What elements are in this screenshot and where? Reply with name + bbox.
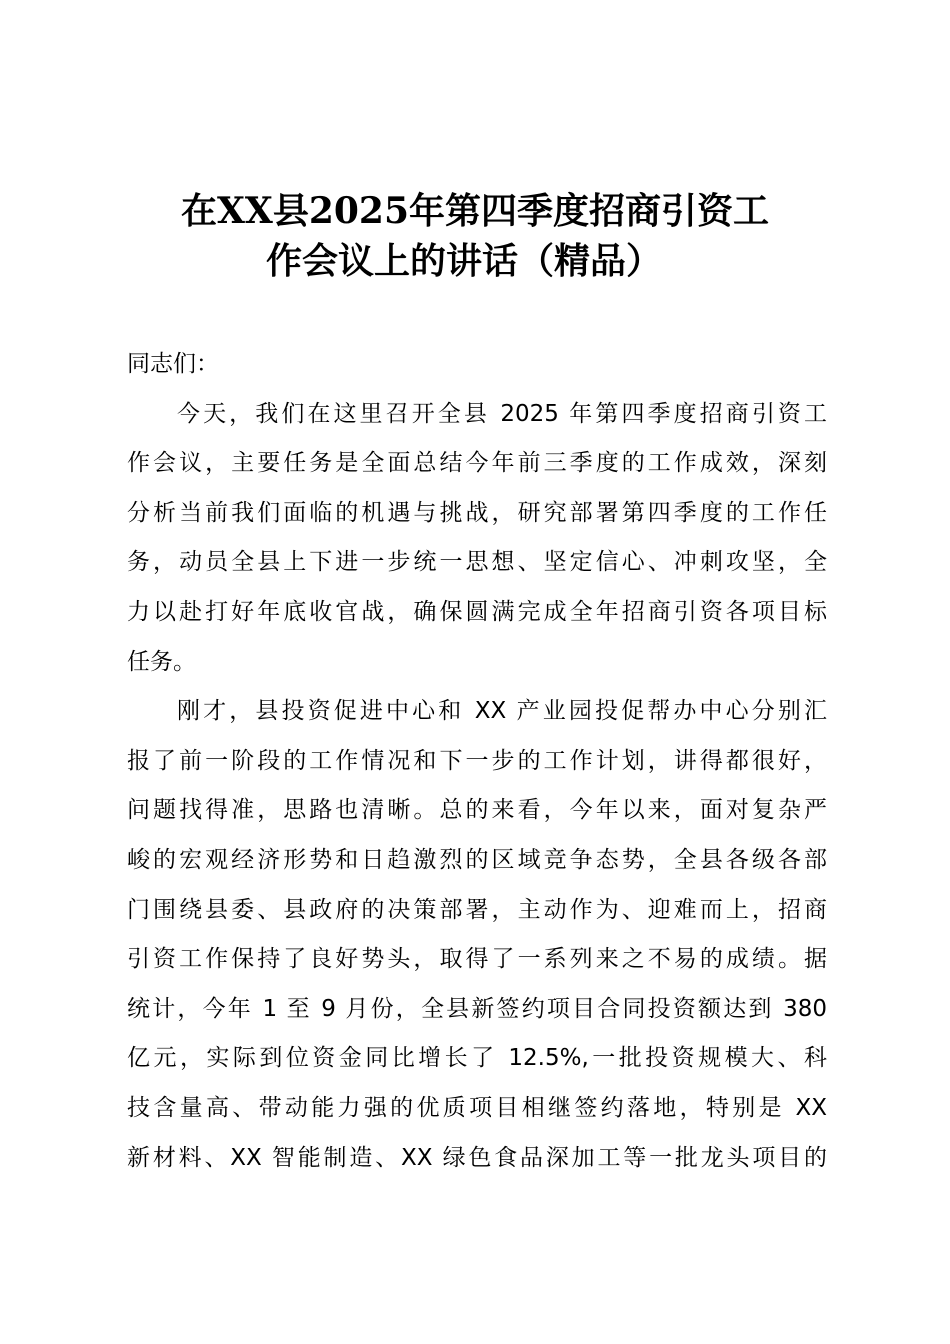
paragraph-line: 技含量高、带动能力强的优质项目相继签约落地，特别是 XX xyxy=(127,1094,827,1121)
paragraph-line: 分析当前我们面临的机遇与挑战，研究部署第四季度的工作任 xyxy=(127,499,827,526)
title-line: 在XX县2025年第四季度招商引资工 xyxy=(180,190,770,232)
document-body xyxy=(127,340,827,1183)
paragraph-line: 亿元，实际到位资金同比增长了 12.5%,一批投资规模大、科 xyxy=(127,1045,827,1072)
document-title xyxy=(0,186,950,286)
paragraph-line: 作会议，主要任务是全面总结今年前三季度的工作成效，深刻 xyxy=(127,450,827,477)
paragraph-line: 问题找得准，思路也清晰。总的来看，今年以来，面对复杂严 xyxy=(127,797,827,824)
paragraph-line: 务，动员全县上下进一步统一思想、坚定信心、冲刺攻坚，全 xyxy=(127,549,827,576)
paragraph-line: 引资工作保持了良好势头，取得了一系列来之不易的成绩。据 xyxy=(127,946,827,973)
paragraph-line: 报了前一阶段的工作情况和下一步的工作计划，讲得都很好， xyxy=(127,747,827,774)
greeting: 同志们： xyxy=(127,351,219,377)
paragraph-line: 任务。 xyxy=(127,648,196,675)
paragraph-line: 新材料、XX 智能制造、XX 绿色食品深加工等一批龙头项目的 xyxy=(127,1144,827,1171)
paragraph-line: 峻的宏观经济形势和日趋激烈的区域竞争态势，全县各级各部 xyxy=(127,846,827,873)
paragraph-line: 门围绕县委、县政府的决策部署，主动作为、迎难而上，招商 xyxy=(127,896,827,923)
paragraph-1 xyxy=(127,390,827,688)
paragraph-line: 刚才，县投资促进中心和 XX 产业园投促帮办中心分别汇 xyxy=(177,698,827,725)
paragraph-line: 统计，今年 1 至 9 月份，全县新签约项目合同投资额达到 380 xyxy=(127,995,827,1022)
paragraph-line: 今天，我们在这里召开全县 2025 年第四季度招商引资工 xyxy=(177,400,827,427)
paragraph-line: 力以赴打好年底收官战，确保圆满完成全年招商引资各项目标 xyxy=(127,598,827,625)
paragraph-2 xyxy=(127,687,827,1183)
title-line: 作会议上的讲话（精品） xyxy=(265,240,662,282)
